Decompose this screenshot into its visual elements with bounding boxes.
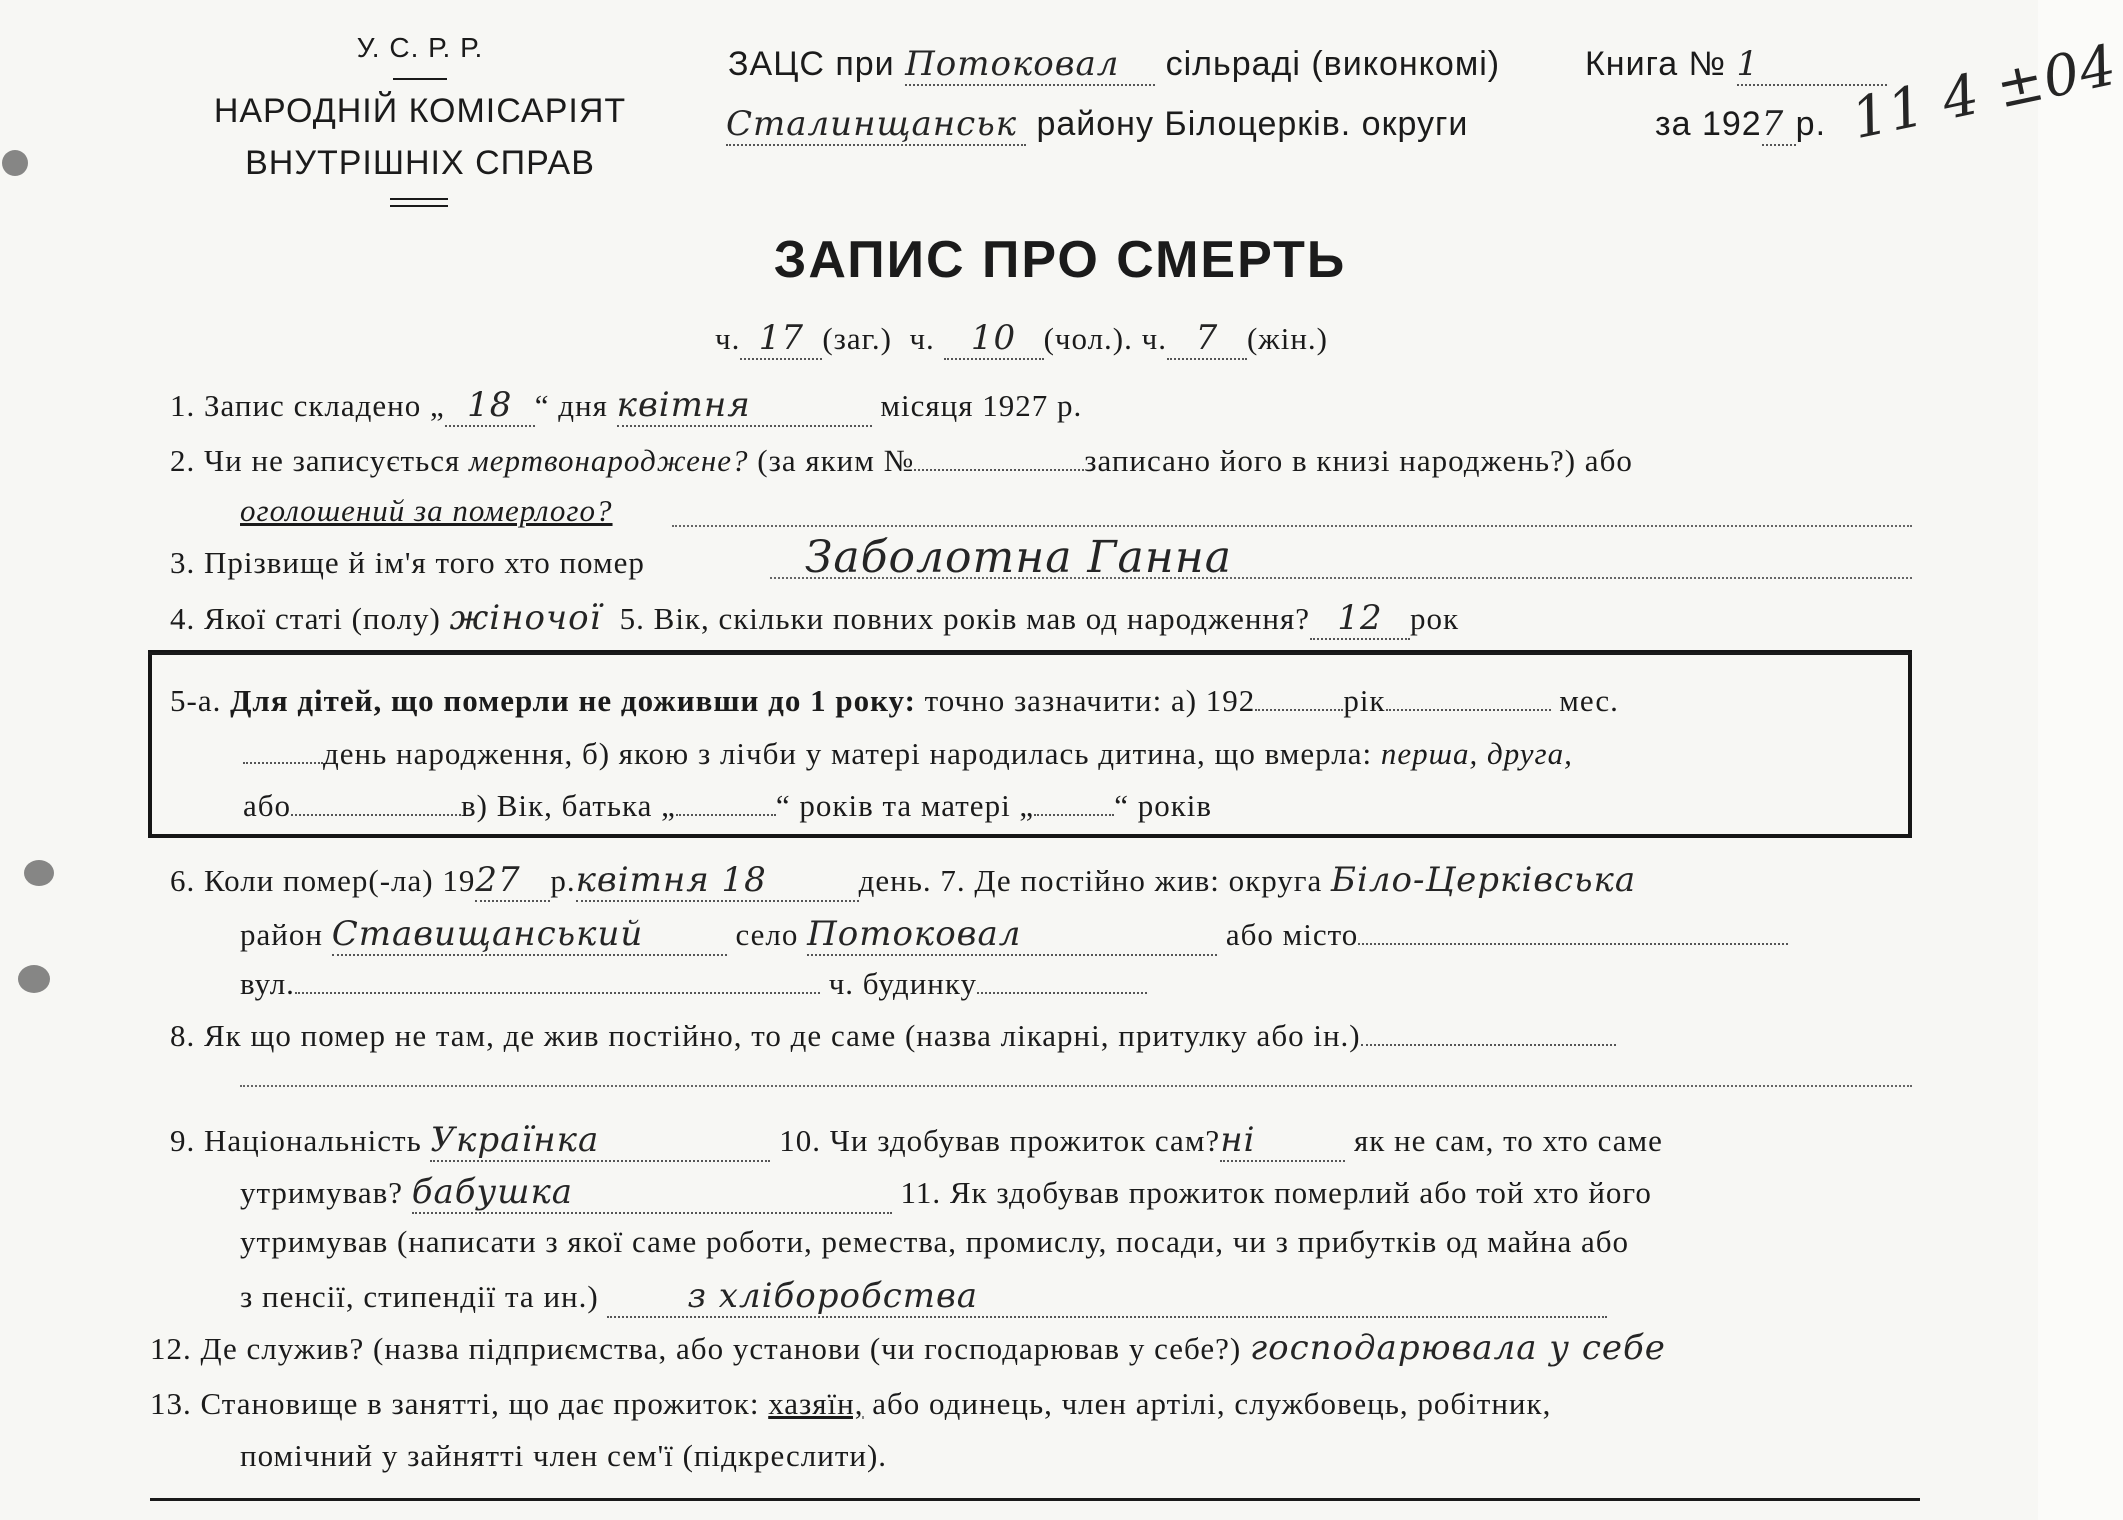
item-4 (170, 598, 1459, 640)
item-13-options: або одинець, член артілі, службовець, робітник, (872, 1386, 1552, 1421)
year-suffix: р. (550, 863, 576, 898)
count-total-label: (заг.) (822, 321, 892, 356)
house-field (977, 992, 1147, 994)
death-month-day: квітня 18 (576, 860, 859, 902)
deceased-name: Заболотна Ганна (805, 532, 1232, 583)
item-5a-heading: Для дітей, що померли не доживши до 1 року: (230, 683, 916, 718)
record-day: 18 (445, 385, 535, 427)
item-8 (170, 1018, 1616, 1054)
father-age-label: в) Вік, батька „ (461, 788, 676, 823)
item-5a-or: або (243, 788, 292, 823)
item-11-label: 11. Як здобував прожиток померлий або той хто його (900, 1175, 1652, 1210)
punch-hole (24, 860, 54, 886)
divider (390, 198, 448, 200)
count-male: 10 (944, 318, 1044, 360)
village-label: село (735, 917, 799, 952)
death-place-field (1361, 1044, 1616, 1046)
item-1-label: 1. Запис складено „ (170, 388, 445, 423)
street-field (295, 992, 820, 994)
occupation: з хліборобства (607, 1276, 1607, 1318)
supported-label: утримував? (240, 1175, 404, 1210)
residence-village: Потоковал (807, 914, 1217, 956)
year-suffix: р. (1795, 105, 1827, 143)
mother-age-field (1034, 814, 1114, 816)
item-11-line2: утримував (написати з якої саме роботи, ремества, промислу, посади, чи з прибутків од майна або (240, 1224, 1630, 1259)
book-number: 1 (1737, 44, 1887, 86)
dotted-line (240, 1085, 1912, 1087)
punch-hole (18, 965, 50, 993)
item-3-label: 3. Прізвище й ім'я того хто помер (170, 545, 645, 580)
years-label: “ років (1114, 788, 1213, 823)
item-12 (150, 1328, 1720, 1368)
item-13 (150, 1386, 1551, 1422)
day-label: день. (858, 863, 932, 898)
zags-suffix: сільраді (виконкомі) (1165, 45, 1501, 83)
book-line (1585, 44, 1887, 86)
counts-line (715, 318, 1328, 360)
residence-okruha: Біло-Церківська (1331, 860, 1637, 900)
option-first: перша, (1380, 736, 1479, 771)
city-field (1358, 943, 1788, 945)
item-5a-num: 5-а. (170, 683, 222, 718)
item-10-rest: як не сам, то хто саме (1353, 1123, 1663, 1158)
dotted-line (770, 577, 1912, 579)
deceased-sex: жіночої (449, 598, 602, 638)
raion-name: Сталинщанськ (726, 104, 1026, 146)
raion-suffix: району Білоцерків. округи (1036, 105, 1469, 143)
residence-raion: Ставищанський (332, 914, 727, 956)
item-12-label: 12. Де служив? (назва підприємства, або установи (чи господарював у себе?) (150, 1331, 1242, 1366)
year-line (1655, 104, 1826, 146)
book-label: Книга № (1585, 45, 1727, 83)
item-2-label: 2. Чи не записується (170, 443, 461, 478)
birth-year-field (1255, 709, 1343, 711)
option-owner: хазяїн, (768, 1386, 864, 1421)
count-male-label: (чол.). (1043, 321, 1133, 356)
org-line2: ВНУТРІШНІХ СПРАВ (245, 144, 595, 182)
zags-prefix: ЗАЦС при (728, 45, 895, 83)
item-13-label: 13. Становище в занятті, що дає прожиток: (150, 1386, 760, 1421)
item-13-line2: помічний у зайнятті член сем'ї (підкреслити). (240, 1438, 888, 1473)
divider (393, 78, 447, 80)
raion-line (726, 104, 1468, 146)
count-total: 17 (740, 318, 822, 360)
street-line (240, 966, 1147, 1002)
item-5a-line1 (170, 683, 1619, 719)
mother-age-label: “ років та матері „ (775, 788, 1035, 823)
dotted-line (672, 525, 1912, 527)
item-2-end: записано його в книзі народжень?) або (1084, 443, 1633, 478)
item-5-label: 5. Вік, скільки повних років мав од народження? (619, 601, 1311, 636)
item-2-mid: (за яким № (757, 443, 915, 478)
punch-hole (2, 150, 28, 176)
death-year: 27 (475, 860, 550, 902)
item-4-label: 4. Якої статі (полу) (170, 601, 441, 636)
count-prefix: ч. (715, 321, 741, 356)
item-8-label: 8. Як що помер не там, де жив постійно, то де саме (назва лікарні, притулку або ін.) (170, 1018, 1361, 1053)
self-supported: ні (1220, 1120, 1345, 1162)
declared-dead-option: оголошений за померлого? (240, 493, 613, 528)
birth-record-number (914, 469, 1084, 471)
supporter: бабушка (412, 1172, 892, 1214)
item-11-line3 (240, 1276, 1607, 1318)
zags-line (728, 44, 1500, 86)
divider (148, 652, 1912, 655)
org-line1: НАРОДНІЙ КОМІСАРІЯТ (213, 92, 627, 130)
age-unit: рок (1410, 601, 1460, 636)
birth-month-field (1386, 709, 1551, 711)
city-label: або місто (1225, 917, 1359, 952)
nationality: Українка (430, 1120, 770, 1162)
item-6 (170, 860, 1751, 902)
item-5a-line2 (243, 736, 1573, 772)
item-1-end: місяця 1927 р. (880, 388, 1083, 423)
bottom-rule (150, 1498, 1920, 1501)
item-2 (170, 443, 1633, 479)
org-abbr: У. С. Р. Р. (356, 32, 484, 63)
year-digit: 7 (1762, 104, 1796, 146)
item-3 (170, 545, 645, 581)
corner-mark: 11 4 ±04 (1846, 32, 2123, 153)
item-9 (170, 1120, 1663, 1162)
count-female: 7 (1167, 318, 1247, 360)
birth-day-field (243, 762, 323, 764)
item-5a-text2: день народження, б) якою з лічби у матері народилась дитина, що вмерла: (323, 736, 1373, 771)
zags-village: Потоковал (905, 44, 1155, 86)
item-5a-month-label: мес. (1559, 683, 1619, 718)
item-11-label-end: з пенсії, стипендії та ин.) (240, 1279, 599, 1314)
item-10-line2 (240, 1172, 1652, 1214)
item-5a-text: точно зазначити: а) 192 (924, 683, 1256, 718)
residence-line (240, 914, 1788, 956)
deceased-age: 12 (1310, 598, 1410, 640)
count-female-label: (жін.) (1246, 321, 1328, 356)
item-1-mid: “ дня (534, 388, 608, 423)
option-second: друга, (1487, 736, 1573, 771)
item-6-label: 6. Коли помер(-ла) 19 (170, 863, 476, 898)
record-month: квітня (617, 385, 872, 427)
father-age-field (676, 814, 776, 816)
year-label: за 192 (1655, 105, 1762, 143)
street-label: вул. (240, 966, 295, 1001)
item-5a-line3 (243, 788, 1212, 824)
house-label: ч. будинку (828, 966, 977, 1001)
item-1 (170, 385, 1082, 427)
workplace: господарювала у себе (1249, 1328, 1666, 1368)
count-prefix: ч. (909, 321, 935, 356)
birth-order-field (291, 814, 461, 816)
item-10-label: 10. Чи здобував прожиток сам? (779, 1123, 1221, 1158)
item-5a-year-label: рік (1343, 683, 1386, 718)
item-7-label: 7. Де постійно жив: округа (940, 863, 1323, 898)
divider (390, 205, 448, 207)
count-prefix: ч. (1141, 321, 1167, 356)
item-9-label: 9. Національність (170, 1123, 422, 1158)
raion-label: район (240, 917, 323, 952)
page-title: ЗАПИС ПРО СМЕРТЬ (773, 231, 1347, 289)
stillborn-option: мертвонароджене? (468, 443, 749, 478)
